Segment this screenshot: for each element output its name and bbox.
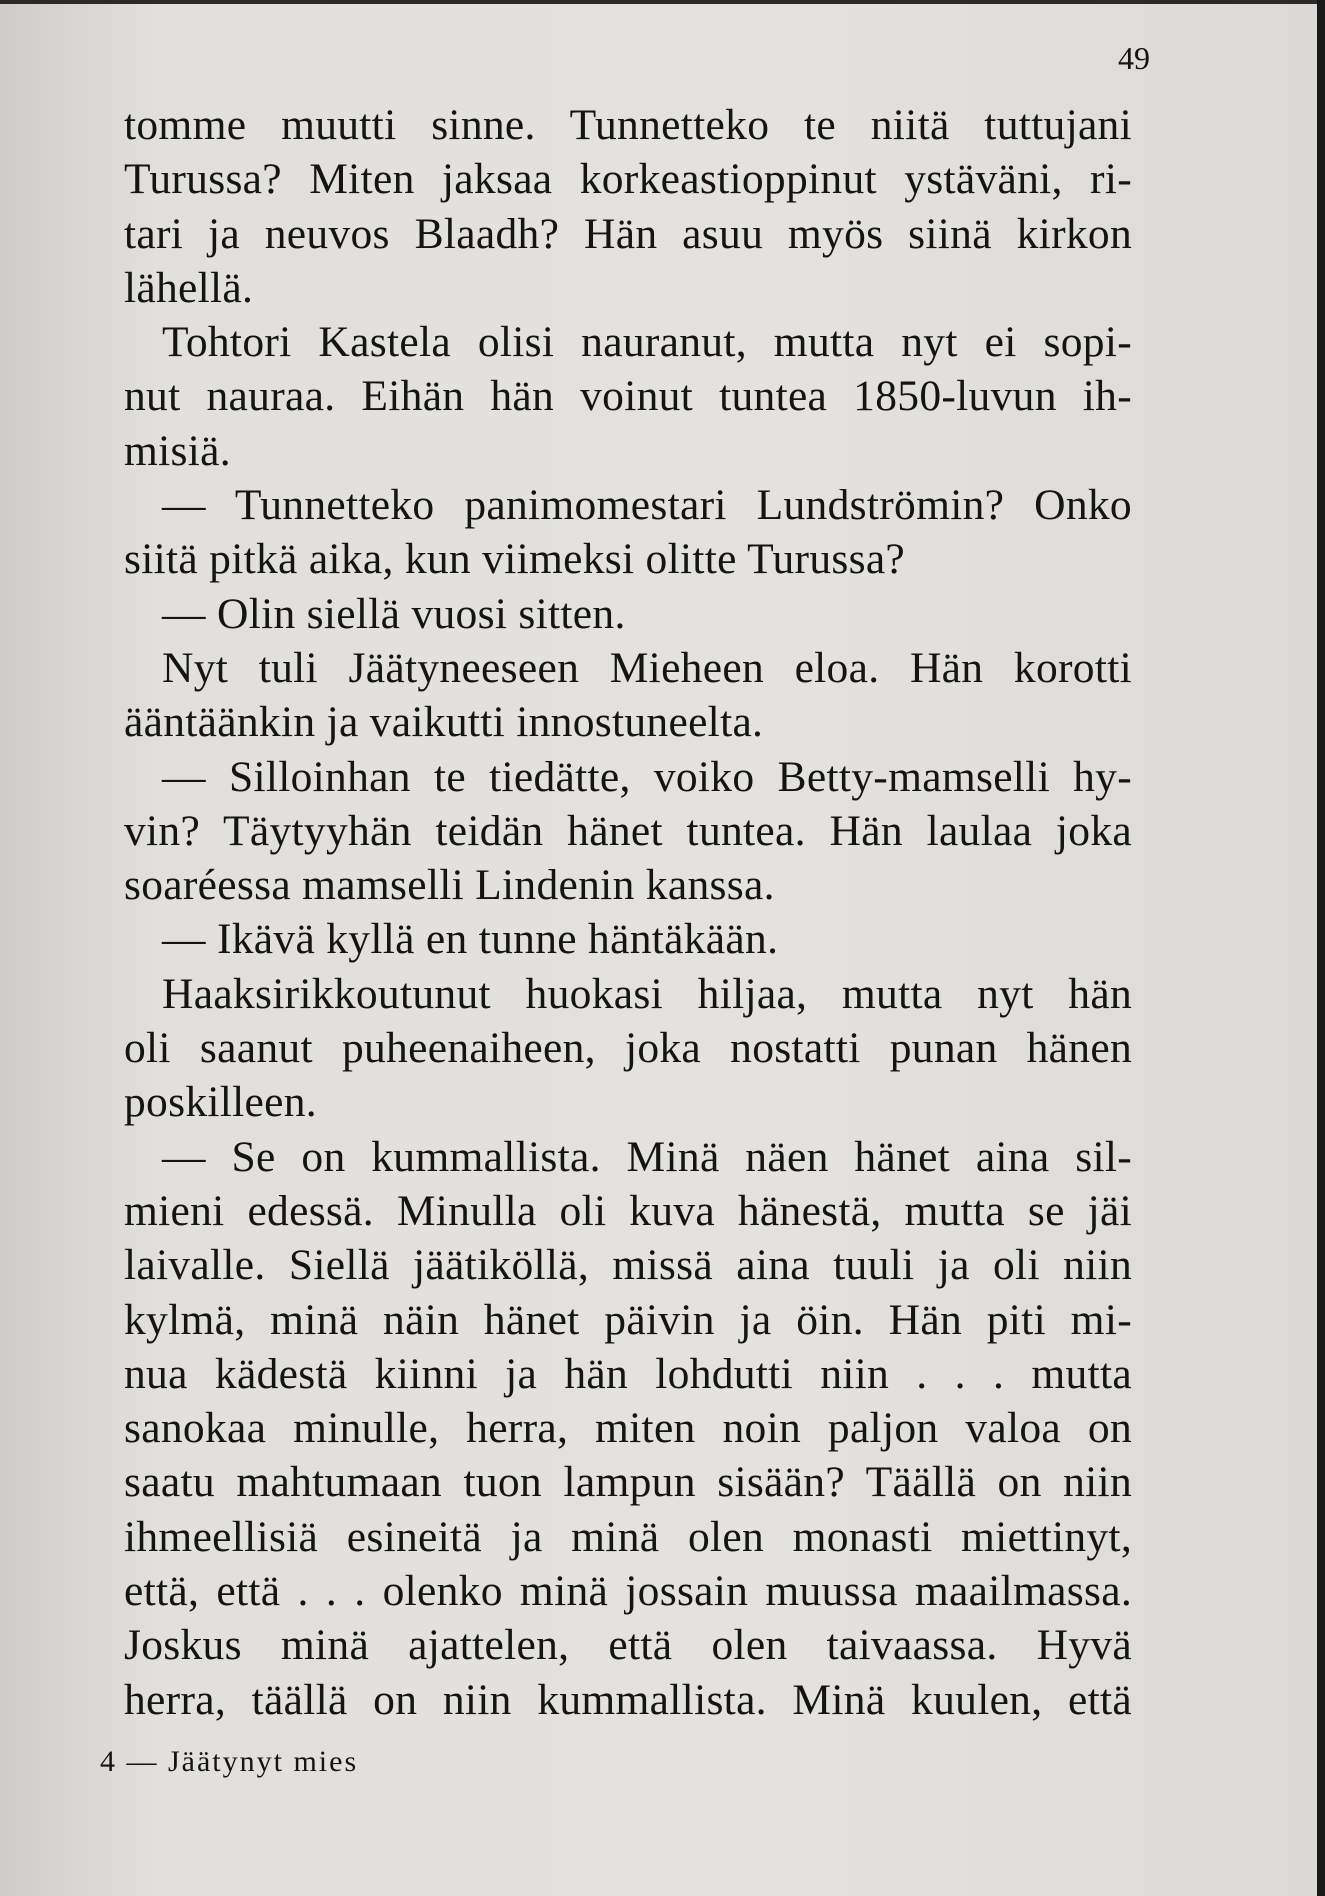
text-line: herra, täällä on niin kummallista. Minä kuulen, että [124, 1675, 1132, 1724]
body-text [124, 98, 1132, 1727]
text-line: tomme muutti sinne. Tunnetteko te niitä tuttujani [124, 101, 1132, 149]
text-line: ihmeellisiä esineitä ja minä olen monasti miettinyt, [124, 1512, 1132, 1561]
text-line: misiä. [124, 426, 231, 475]
text-line: lähellä. [124, 263, 254, 312]
text-line: laivalle. Siellä jäätiköllä, missä aina tuuli ja oli niin [124, 1241, 1132, 1290]
text-line: nut nauraa. Eihän hän voinut tuntea 1850-luvun ih- [124, 372, 1132, 421]
text-line: vin? Täytyyhän teidän hänet tuntea. Hän laulaa joka [124, 806, 1132, 855]
text-line: — Ikävä kyllä en tunne häntäkään. [162, 915, 779, 964]
text-line: Joskus minä ajattelen, että olen taivaassa. Hyvä [124, 1621, 1132, 1670]
text-line: poskilleen. [124, 1078, 317, 1127]
text-line: saatu mahtumaan tuon lampun sisään? Täällä on niin [124, 1458, 1132, 1507]
text-line: — Tunnetteko panimomestari Lundströmin? Onko [162, 481, 1132, 530]
scan-right-edge [1317, 0, 1325, 1896]
text-line: soaréessa mamselli Lindenin kanssa. [124, 861, 775, 910]
text-line: Haaksirikkoutunut huokasi hiljaa, mutta nyt hän [162, 969, 1132, 1018]
scan-top-edge [0, 0, 1325, 4]
text-line: — Silloinhan te tiedätte, voiko Betty-mamselli hy- [162, 752, 1132, 801]
text-line: Turussa? Miten jaksaa korkeastioppinut ystäväni, ri- [124, 155, 1132, 204]
text-line: siitä pitkä aika, kun viimeksi olitte Turussa? [124, 535, 906, 584]
text-line: ääntäänkin ja vaikutti innostuneelta. [124, 698, 764, 747]
text-line: Nyt tuli Jäätyneeseen Mieheen eloa. Hän korotti [162, 643, 1132, 692]
signature-mark: 4 — Jäätynyt mies [100, 1745, 359, 1778]
text-line: oli saanut puheenaiheen, joka nostatti punan hänen [124, 1024, 1132, 1073]
text-line: — Se on kummallista. Minä näen hänet aina sil- [162, 1132, 1132, 1181]
text-line: kylmä, minä näin hänet päivin ja öin. Hän piti mi- [124, 1295, 1132, 1344]
text-line: nua kädestä kiinni ja hän lohdutti niin . . . mutta [124, 1349, 1132, 1398]
text-line: että, että . . . olenko minä jossain muussa maailmassa. [124, 1567, 1132, 1616]
page-number: 49 [1118, 40, 1150, 76]
text-line: sanokaa minulle, herra, miten noin paljon valoa on [124, 1404, 1132, 1453]
text-line: — Olin siellä vuosi sitten. [162, 589, 626, 638]
text-line: mieni edessä. Minulla oli kuva hänestä, mutta se jäi [124, 1186, 1132, 1235]
text-line: Tohtori Kastela olisi nauranut, mutta nyt ei sopi- [162, 318, 1132, 367]
text-line: tari ja neuvos Blaadh? Hän asuu myös siinä kirkon [124, 209, 1132, 258]
